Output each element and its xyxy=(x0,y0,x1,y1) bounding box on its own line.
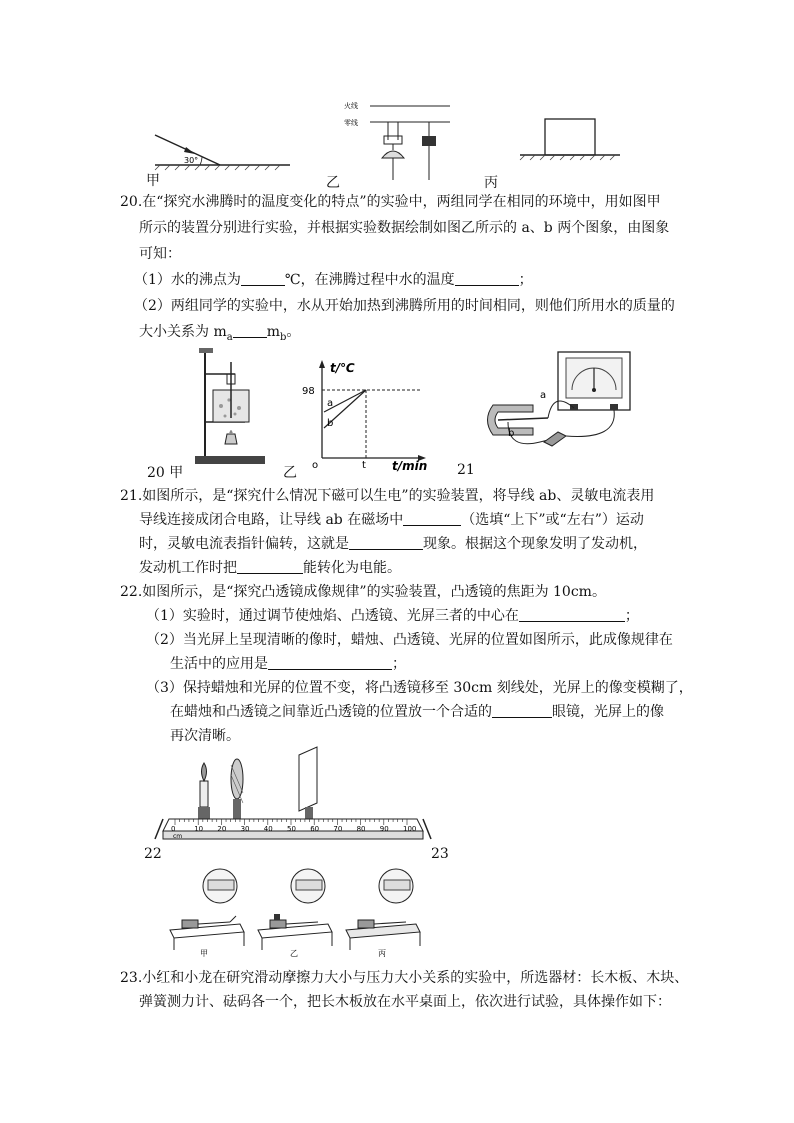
blank-motion-direction[interactable] xyxy=(403,511,461,526)
q20-part2-line1: （2）两组同学的实验中，水从开始加热到沸腾所用的时间相同，则他们所用水的质量的 xyxy=(134,298,675,314)
friction-setup-jia xyxy=(170,869,244,950)
subscript-b: b xyxy=(279,331,287,343)
figure-label-22: 22 xyxy=(144,846,162,862)
blank-water-temperature[interactable] xyxy=(455,271,519,286)
q22-part3-line3: 再次清晰。 xyxy=(170,728,240,744)
graph-y-axis-label: t/℃ xyxy=(330,361,355,375)
blank-boiling-point[interactable] xyxy=(241,271,285,286)
q20-part1 xyxy=(134,270,533,290)
blank-application[interactable] xyxy=(268,655,392,670)
q22-part1-end: ； xyxy=(624,608,639,624)
graph-x-axis-label: t/min xyxy=(392,459,428,473)
figure-label-21: 21 xyxy=(457,462,475,478)
blank-glasses-type[interactable] xyxy=(492,703,552,718)
bench-tick-label: 100 xyxy=(403,825,417,833)
bench-tick-label: 0 xyxy=(171,825,176,833)
q22-part3-text-b: 眼镜，光屏上的像 xyxy=(552,704,664,720)
bench-unit: cm xyxy=(173,833,183,840)
bench-tick-label: 60 xyxy=(310,825,320,833)
q20-part1-text-c: ； xyxy=(518,272,533,288)
q21-line1: 21.如图所示，是“探究什么情况下磁可以生电”的实验装置，将导线 ab、灵敏电流表用 xyxy=(120,488,655,504)
figure-label-bing: 丙 xyxy=(484,175,498,191)
q22-part2-line1: （2）当光屏上呈现清晰的像时，蜡烛、凸透镜、光屏的位置如图所示，此成像规律在 xyxy=(146,632,673,648)
friction-setup-bing xyxy=(346,869,420,950)
figure-block-bing xyxy=(520,115,620,170)
bench-tick-label: 80 xyxy=(356,825,366,833)
q20-mass-m: m xyxy=(266,324,280,340)
q21-line2 xyxy=(139,510,644,530)
q22-part2-line2 xyxy=(170,654,406,674)
q21-line2-text-b: （选填“上下”或“左右”）运动 xyxy=(461,512,644,528)
q20-period: 。 xyxy=(286,324,301,340)
q21-line3-text-b: 现象。根据这个现象发明了发动机， xyxy=(423,536,647,552)
figure-optical-bench xyxy=(155,745,435,845)
q21-line3-text-a: 时，灵敏电流表指针偏转，这就是 xyxy=(139,536,349,552)
friction-label-jia: 甲 xyxy=(200,949,208,958)
figure-label-20jia: 20 甲 xyxy=(147,465,184,481)
q21-line2-text-a: 导线连接成闭合电路，让导线 ab 在磁场中 xyxy=(139,512,404,528)
figure-circuit-yi xyxy=(340,100,460,180)
q23-line1: 23.小红和小龙在研究滑动摩擦力大小与压力大小关系的实验中，所选器材：长木板、木块、 xyxy=(120,970,689,986)
friction-setup-yi xyxy=(258,869,332,950)
neutral-wire-label: 零线 xyxy=(344,119,358,127)
graph-series-b: b xyxy=(327,418,334,429)
q21-line4-text-a: 发动机工作时把 xyxy=(139,560,237,576)
blank-energy-form[interactable] xyxy=(237,559,303,574)
bench-tick-label: 20 xyxy=(217,825,227,833)
bench-tick-label: 70 xyxy=(333,825,343,833)
bench-tick-label: 90 xyxy=(379,825,389,833)
q22-part3-line1: （3）保持蜡烛和光屏的位置不变，将凸透镜移至 30cm 刻线处，光屏上的像变模糊了， xyxy=(146,680,693,696)
angle-label: 30° xyxy=(184,156,199,165)
friction-label-bing: 丙 xyxy=(378,949,386,958)
live-wire-label: 火线 xyxy=(344,102,358,110)
blank-same-height[interactable] xyxy=(519,607,625,622)
q22-line1: 22.如图所示，是“探究凸透镜成像规律”的实验装置，凸透镜的焦距为 10cm。 xyxy=(120,584,606,600)
wire-label-b: b xyxy=(508,428,515,439)
q20-part1-text-a: （1）水的沸点为 xyxy=(134,272,241,288)
figure-label-yi: 乙 xyxy=(326,175,340,191)
graph-origin: o xyxy=(312,460,319,471)
figure-label-mid-yi: 乙 xyxy=(283,465,297,481)
q22-part2-text: 生活中的应用是 xyxy=(170,656,268,672)
graph-tick-t: t xyxy=(362,460,366,471)
q22-part1 xyxy=(146,606,639,626)
friction-label-yi: 乙 xyxy=(290,949,298,958)
figure-induction-setup xyxy=(478,350,638,460)
bench-tick-label: 10 xyxy=(194,825,204,833)
q20-line2: 所示的装置分别进行实验，并根据实验数据绘制如图乙所示的 a、b 两个图象，由图象 xyxy=(139,220,670,236)
figure-label-23: 23 xyxy=(431,846,449,862)
q21-line4 xyxy=(139,558,401,578)
q20-mass-text: 大小关系为 m xyxy=(139,324,227,340)
bench-tick-label: 40 xyxy=(263,825,273,833)
figure-temperature-graph xyxy=(300,360,430,473)
bench-tick-label: 50 xyxy=(287,825,296,833)
q22-part3-line2 xyxy=(170,702,664,722)
q20-line3: 可知： xyxy=(139,246,181,262)
q22-part2-end: ； xyxy=(392,656,406,672)
q21-line4-text-b: 能转化为电能。 xyxy=(303,560,401,576)
figure-friction-experiments xyxy=(160,868,420,956)
wire-label-a: a xyxy=(540,390,547,401)
blank-mass-relation[interactable] xyxy=(233,323,267,338)
q22-part3-text-a: 在蜡烛和凸透镜之间靠近凸透镜的位置放一个合适的 xyxy=(170,704,492,720)
figure-boiling-apparatus xyxy=(195,348,270,466)
q20-part2-line2 xyxy=(139,322,300,348)
q23-line2: 弹簧测力计、砝码各一个，把长木板放在水平桌面上，依次进行试验，具体操作如下： xyxy=(139,994,671,1010)
figure-incline-jia xyxy=(140,125,290,170)
q20-line1: 20.在“探究水沸腾时的温度变化的特点”的实验中，两组同学在相同的环境中，用如图甲 xyxy=(120,194,661,210)
q21-line3 xyxy=(139,534,647,554)
figure-label-jia: 甲 xyxy=(146,173,160,189)
q20-part1-text-b: ℃，在沸腾过程中水的温度 xyxy=(284,272,455,288)
q22-part1-text: （1）实验时，通过调节使烛焰、凸透镜、光屏三者的中心在 xyxy=(146,608,519,624)
graph-tick-98: 98 xyxy=(302,386,315,397)
blank-phenomenon[interactable] xyxy=(349,535,423,550)
graph-series-a: a xyxy=(327,398,334,409)
subscript-a: a xyxy=(226,331,233,343)
bench-tick-label: 30 xyxy=(240,825,250,833)
